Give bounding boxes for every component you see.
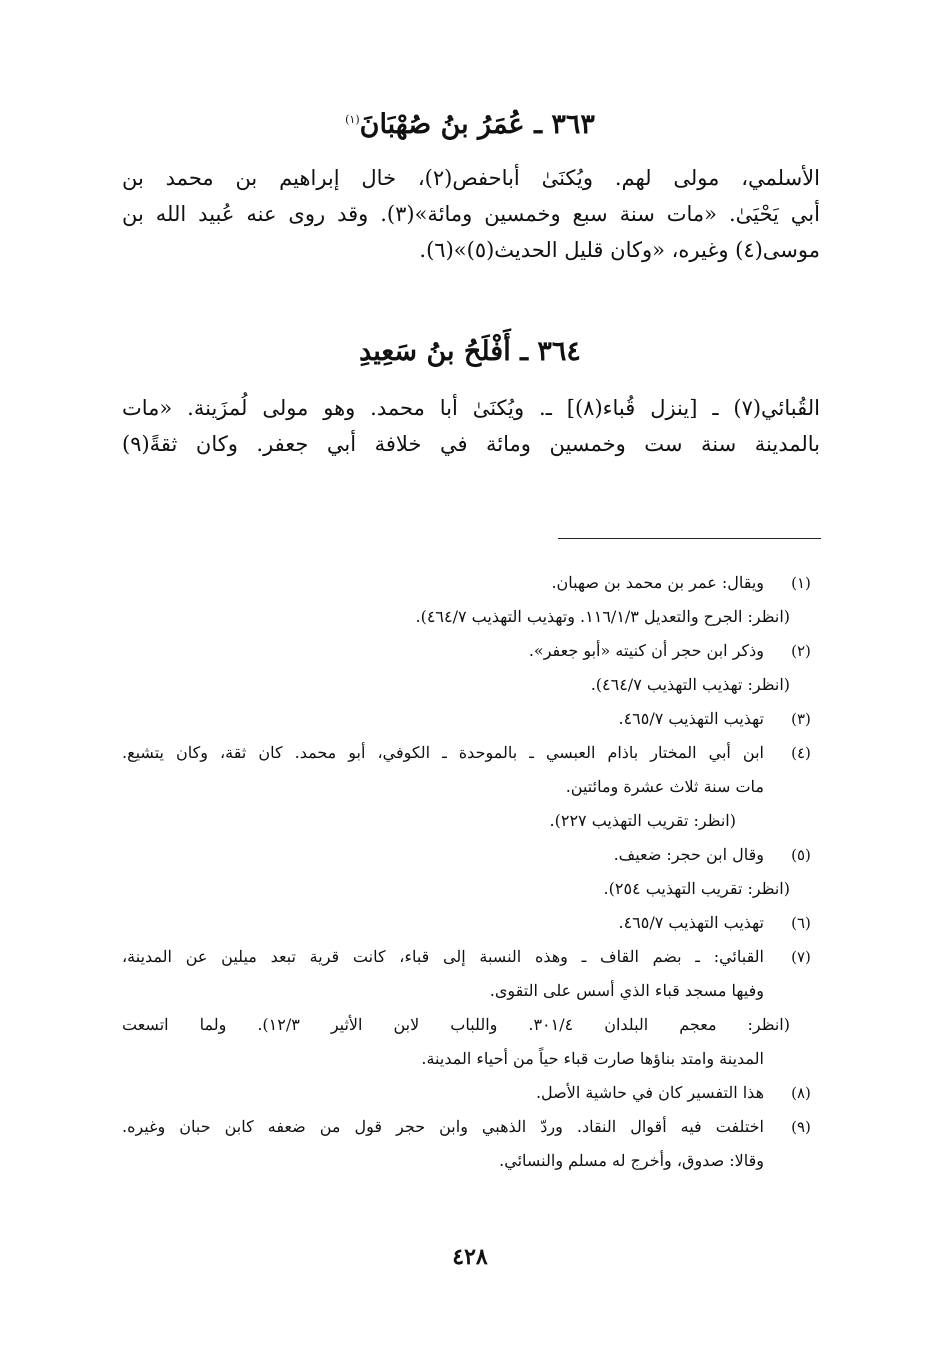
entry-body-363: [122, 160, 820, 268]
footnote-text: (انظر: تقريب التهذيب ٢٢٧).: [549, 811, 736, 830]
footnote-3: [122, 702, 822, 736]
body-line: الأسلمي، مولى لهم. ويُكنَىٰ أباحفص(٢)، خال إبراهيم بن محمد بن: [122, 166, 820, 190]
footnote-text: (انظر: الجرح والتعديل ١١٦/١/٣. وتهذيب التهذيب ٤٦٤/٧).: [415, 607, 790, 626]
footnote-text: تهذيب التهذيب ٤٦٥/٧.: [618, 913, 764, 932]
footnote-6: [122, 906, 822, 940]
body-line: موسى(٤) وغيره، «وكان قليل الحديث(٥)»(٦).: [419, 238, 820, 262]
footnote-4-cont: [122, 804, 822, 838]
footnote-4-cont: [122, 770, 822, 804]
footnote-text: وفيها مسجد قباء الذي أسس على التقوى.: [489, 981, 764, 1000]
footnotes-section: [122, 566, 822, 1178]
footnote-number: (١): [791, 574, 811, 592]
footnote-text: ابن أبي المختار باذام العبسي ـ بالموحدة ـ الكوفي، أبو محمد. كان ثقة، وكان يتشيع.: [122, 743, 764, 762]
footnote-text: المدينة وامتد بناؤها صارت قباء حياً من أحياء المدينة.: [421, 1049, 764, 1068]
footnote-number: (٤): [791, 744, 811, 762]
entry-heading-text: ٣٦٣ ـ عُمَرُ بنُ صُهْبَانَ: [359, 109, 595, 140]
footnote-text: وقال ابن حجر: ضعيف.: [613, 845, 764, 864]
body-line: بالمدينة سنة ست وخمسين ومائة في خلافة أبي جعفر. وكان ثقةً(٩): [122, 432, 820, 456]
footnote-9: [122, 1110, 822, 1144]
footnote-number: (٧): [791, 948, 811, 966]
footnote-number: (٢): [791, 642, 811, 660]
footnote-text: مات سنة ثلاث عشرة ومائتين.: [565, 777, 764, 796]
footnote-text: تهذيب التهذيب ٤٦٥/٧.: [618, 709, 764, 728]
entry-heading-364: [110, 332, 830, 372]
footnote-7: [122, 940, 822, 974]
footnote-8: [122, 1076, 822, 1110]
footnote-4: [122, 736, 822, 770]
footnote-number: (٩): [791, 1118, 811, 1136]
footnote-7-cont: [122, 974, 822, 1008]
footnote-5: [122, 838, 822, 872]
entry-heading-363: [110, 100, 830, 145]
body-line: القُبائي(٧) ـ [ينزل قُباء(٨)] ـ. ويُكنَىٰ أبا محمد. وهو مولى لُمزَينة. «مات: [122, 396, 820, 420]
footnote-text: وقالا: صدوق، وأخرج له مسلم والنسائي.: [499, 1151, 764, 1170]
entry-heading-text: ٣٦٤ ـ أَفْلَحُ بنُ سَعِيدِ: [359, 336, 581, 367]
footnote-5-cont: [122, 872, 822, 906]
footnote-7-cont: [122, 1042, 822, 1076]
footnote-2: [122, 634, 822, 668]
footnote-7-cont: [122, 1008, 822, 1042]
footnote-separator: [558, 538, 821, 539]
entry-body-364: [122, 390, 820, 462]
footnote-text: (انظر: معجم البلدان ٣٠١/٤. واللباب لابن الأثير ١٢/٣). ولما اتسعت: [122, 1015, 790, 1034]
footnote-ref: (١): [345, 113, 360, 126]
footnote-1: [122, 566, 822, 600]
page-number: ٤٢٨: [452, 1244, 488, 1270]
footnote-text: هذا التفسير كان في حاشية الأصل.: [535, 1083, 764, 1102]
footnote-9-cont: [122, 1144, 822, 1178]
footnote-text: (انظر: تقريب التهذيب ٢٥٤).: [603, 879, 790, 898]
footnote-text: وذكر ابن حجر أن كنيته «أبو جعفر».: [528, 641, 764, 660]
footnote-number: (٦): [791, 914, 811, 932]
body-line: أبي يَحْيَىٰ. «مات سنة سبع وخمسين ومائة»(٣). وقد روى عنه عُبيد الله بن: [122, 202, 820, 226]
footnote-text: ويقال: عمر بن محمد بن صهبان.: [551, 573, 764, 592]
footnote-number: (٨): [791, 1084, 811, 1102]
footnote-number: (٥): [791, 846, 811, 864]
footnote-1-cont: [122, 600, 822, 634]
footnote-number: (٣): [791, 710, 811, 728]
footnote-text: القبائي: ـ بضم القاف ـ وهذه النسبة إلى قباء، كانت قرية تبعد ميلين عن المدينة،: [122, 947, 764, 966]
footnote-text: (انظر: تهذيب التهذيب ٤٦٤/٧).: [590, 675, 790, 694]
footnote-text: اختلفت فيه أقوال النقاد. وردّ الذهبي وابن حجر قول من ضعفه كابن حبان وغيره.: [122, 1117, 764, 1136]
footnote-2-cont: [122, 668, 822, 702]
